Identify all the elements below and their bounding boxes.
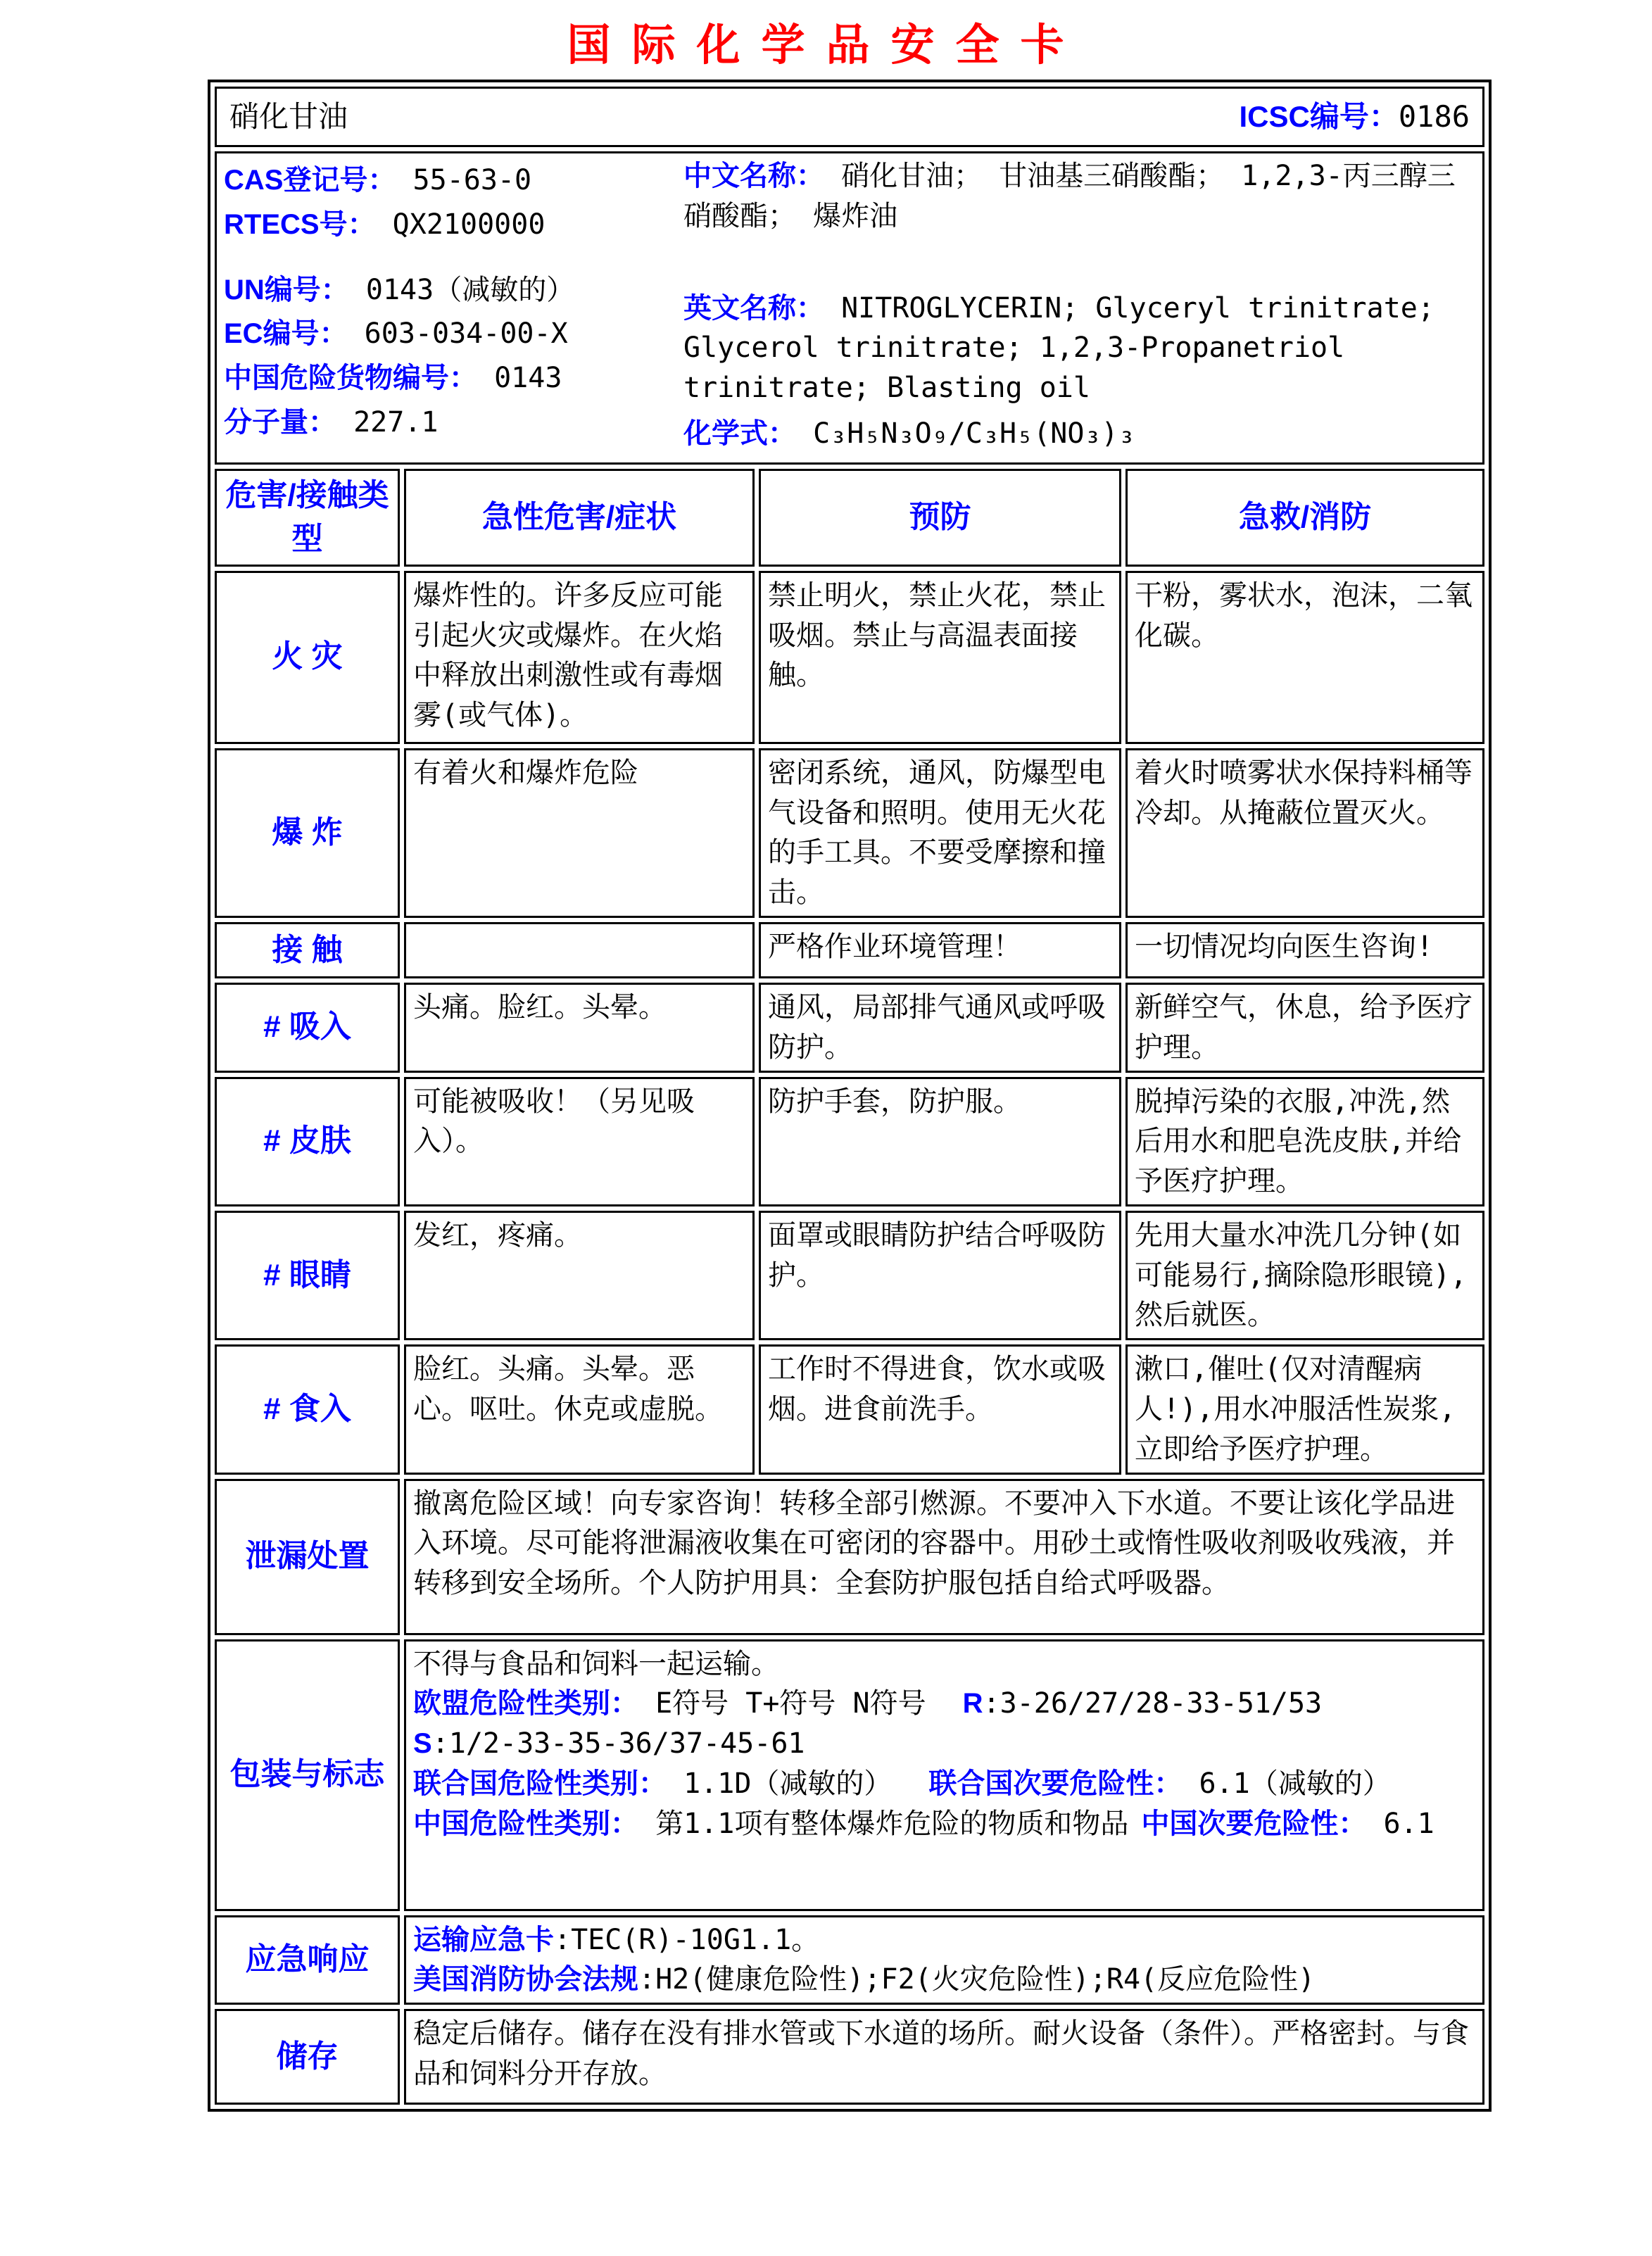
china-dg-number-value: 0143 xyxy=(494,362,562,395)
header-prevention-label: 预防 xyxy=(909,500,971,535)
chinese-name-line xyxy=(683,156,1475,237)
cas-number-value: 55-63-0 xyxy=(412,164,532,196)
fire-type-cell xyxy=(215,571,400,744)
spillage-text: 撤离危险区域！向专家咨询！转移全部引燃源。不要冲入下水道。不要让该化学品进入环境。尽可能将泄漏液收集在可密闭的容器中。用砂土或惰性吸收剂吸收残液，并转移到安全场所。个人防护用具：全套防护服包括自给式呼吸器。 xyxy=(413,1487,1455,1600)
ingestion-symptoms-cell xyxy=(404,1344,755,1474)
inhalation-prevention-text: 通风，局部排气通风或呼吸防护。 xyxy=(768,990,1106,1064)
contact-prevention-cell xyxy=(759,922,1121,978)
contact-firstaid-cell xyxy=(1125,922,1484,978)
contact-prevention-text: 严格作业环境管理！ xyxy=(768,930,1021,963)
un-subsidiary-risk-value: 6.1（减敏的） xyxy=(1199,1767,1391,1801)
eu-hazard-class-label: 欧盟危险性类别： xyxy=(413,1688,638,1720)
storage-text: 稳定后储存。储存在没有排水管或下水道的场所。耐火设备（条件）。严格密封。与食品和饲料分开存放。 xyxy=(413,2017,1469,2091)
row-packaging xyxy=(215,1639,1484,1911)
un-hazard-class-value: 1.1D（减敏的） xyxy=(683,1767,893,1801)
header-hazard-type xyxy=(215,469,400,567)
china-hazard-class-label: 中国危险性类别： xyxy=(413,1808,638,1839)
molecular-weight-value: 227.1 xyxy=(353,405,439,439)
icsc-card-table xyxy=(208,80,1492,2112)
china-dg-number-label: 中国危险货物编号： xyxy=(224,363,477,394)
china-subsidiary-risk-label: 中国次要危险性： xyxy=(1141,1808,1367,1839)
eu-hazard-class-value: E符号 T+符号 N符号 xyxy=(655,1687,926,1720)
header-prevention xyxy=(759,469,1121,567)
inhalation-prevention-cell xyxy=(759,983,1121,1073)
ec-number-line xyxy=(224,314,678,354)
packaging-type-label: 包装与标志 xyxy=(229,1757,385,1792)
row-emergency xyxy=(215,1915,1484,2005)
skin-firstaid-cell xyxy=(1125,1077,1484,1206)
rtecs-number-line xyxy=(224,205,678,245)
contact-firstaid-text: 一切情况均向医生咨询! xyxy=(1135,930,1434,963)
formula-value: C₃H₅N₃O₉/C₃H₅(NO₃)₃ xyxy=(813,417,1135,450)
eyes-type-label: # 眼睛 xyxy=(263,1257,351,1292)
china-hazard-class-value: 第1.1项有整体爆炸危险的物质和物品 xyxy=(655,1807,1129,1840)
icsc-number-label: ICSC编号： xyxy=(1239,100,1399,134)
fire-symptoms-text: 爆炸性的。许多反应可能引起火灾或爆炸。在火焰中释放出刺激性或有毒烟雾(或气体)。 xyxy=(413,579,723,732)
storage-text-cell xyxy=(404,2009,1484,2105)
un-number-label: UN编号： xyxy=(224,274,349,305)
explosion-symptoms-cell xyxy=(404,748,755,918)
packaging-eu-line xyxy=(413,1684,1475,1724)
header-symptoms xyxy=(404,469,755,567)
explosion-type-label: 爆 炸 xyxy=(272,815,343,850)
header-firstaid xyxy=(1125,469,1484,567)
identifiers-row xyxy=(215,151,1484,465)
china-dg-number-line xyxy=(224,358,678,398)
row-inhalation xyxy=(215,983,1484,1073)
row-eyes xyxy=(215,1211,1484,1340)
emergency-type-cell xyxy=(215,1915,400,2005)
row-fire xyxy=(215,571,1484,744)
contact-type-label: 接 触 xyxy=(272,932,343,967)
fire-type-label: 火 灾 xyxy=(272,639,343,674)
emergency-text-cell xyxy=(404,1915,1484,2005)
english-name-label: 英文名称： xyxy=(683,292,824,324)
packaging-un-line xyxy=(413,1764,1475,1804)
nfpa-code-value: :H2(健康危险性);F2(火灾危险性);R4(反应危险性) xyxy=(638,1963,1316,1996)
explosion-firstaid-cell xyxy=(1125,748,1484,918)
spillage-type-label: 泄漏处置 xyxy=(245,1539,370,1574)
fire-prevention-text: 禁止明火，禁止火花，禁止吸烟。禁止与高温表面接触。 xyxy=(768,579,1106,692)
header-hazard-type-label: 危害/接触类型 xyxy=(225,477,389,557)
explosion-symptoms-text: 有着火和爆炸危险 xyxy=(413,756,638,789)
formula-label: 化学式： xyxy=(683,417,796,449)
header-cell xyxy=(215,87,1484,147)
row-storage xyxy=(215,2009,1484,2105)
packaging-transport-note-text: 不得与食品和饲料一起运输。 xyxy=(413,1647,779,1680)
ingestion-type-cell xyxy=(215,1344,400,1474)
row-ingestion xyxy=(215,1344,1484,1474)
header-firstaid-label: 急救/消防 xyxy=(1238,500,1372,535)
formula-line xyxy=(683,414,1475,454)
s-phrases-label: S xyxy=(413,1728,432,1760)
packaging-type-cell xyxy=(215,1639,400,1911)
un-number-line xyxy=(224,270,678,310)
ingestion-prevention-text: 工作时不得进食，饮水或吸烟。进食前洗手。 xyxy=(768,1353,1106,1426)
explosion-type-cell xyxy=(215,748,400,918)
inhalation-type-label: # 吸入 xyxy=(263,1009,351,1045)
skin-prevention-cell xyxy=(759,1077,1121,1206)
skin-symptoms-cell xyxy=(404,1077,755,1206)
ingestion-prevention-cell xyxy=(759,1344,1121,1474)
nfpa-code-label: 美国消防协会法规 xyxy=(413,1964,638,1996)
packaging-s-line xyxy=(413,1724,1475,1764)
packaging-cn-line xyxy=(413,1804,1475,1844)
inhalation-firstaid-text: 新鲜空气，休息，给予医疗护理。 xyxy=(1135,990,1473,1064)
page-title: 国际化学品安全卡 xyxy=(567,21,1085,70)
explosion-prevention-cell xyxy=(759,748,1121,918)
r-phrases-label: R xyxy=(962,1688,983,1720)
emergency-tec-line xyxy=(413,1920,1475,1960)
inhalation-symptoms-text: 头痛。脸红。头晕。 xyxy=(413,990,667,1023)
cas-number-line xyxy=(224,160,678,201)
eyes-prevention-cell xyxy=(759,1211,1121,1340)
identifiers-cell xyxy=(215,151,1484,465)
header-symptoms-label: 急性危害/症状 xyxy=(481,500,677,535)
storage-type-label: 储存 xyxy=(276,2039,339,2074)
china-subsidiary-risk-value: 6.1 xyxy=(1383,1807,1435,1840)
molecular-weight-line xyxy=(224,403,678,443)
ingestion-type-label: # 食入 xyxy=(263,1392,351,1427)
english-name-line xyxy=(683,289,1475,408)
chinese-name-value: 硝化甘油； 甘油基三硝酸酯； 1,2,3-丙三醇三硝酸酯； 爆炸油 xyxy=(683,160,1456,232)
substance-name: 硝化甘油 xyxy=(229,99,348,134)
icsc-number-value: 0186 xyxy=(1398,99,1470,134)
inhalation-symptoms-cell xyxy=(404,983,755,1073)
row-contact xyxy=(215,922,1484,978)
storage-type-cell xyxy=(215,2009,400,2105)
eyes-symptoms-cell xyxy=(404,1211,755,1340)
eyes-firstaid-cell xyxy=(1125,1211,1484,1340)
skin-type-cell xyxy=(215,1077,400,1206)
row-explosion xyxy=(215,748,1484,918)
s-phrases-value: :1/2-33-35-36/37-45-61 xyxy=(431,1727,805,1760)
rtecs-number-value: QX2100000 xyxy=(392,208,546,241)
tec-card-label: 运输应急卡 xyxy=(413,1924,554,1955)
contact-type-cell xyxy=(215,922,400,978)
ingestion-firstaid-text: 漱口,催吐(仅对清醒病人!),用水冲服活性炭浆,立即给予医疗护理。 xyxy=(1135,1353,1456,1466)
emergency-type-label: 应急响应 xyxy=(245,1942,370,1977)
eyes-firstaid-text: 先用大量水冲洗几分钟(如可能易行,摘除隐形眼镜),然后就医。 xyxy=(1135,1218,1468,1332)
ingestion-firstaid-cell xyxy=(1125,1344,1484,1474)
spillage-text-cell xyxy=(404,1479,1484,1635)
row-spillage xyxy=(215,1479,1484,1635)
ingestion-symptoms-text: 脸红。头痛。头晕。恶心。呕吐。休克或虚脱。 xyxy=(413,1353,723,1426)
r-phrases-value: :3-26/27/28-33-51/53 xyxy=(983,1687,1323,1720)
explosion-prevention-text: 密闭系统，通风，防爆型电气设备和照明。使用无火花的手工具。不要受摩擦和撞击。 xyxy=(768,756,1106,909)
hazard-header-row xyxy=(215,469,1484,567)
packaging-text-cell xyxy=(404,1639,1484,1911)
identifier-list xyxy=(224,156,678,460)
fire-prevention-cell xyxy=(759,571,1121,744)
un-subsidiary-risk-label: 联合国次要危险性： xyxy=(928,1768,1183,1800)
english-name-value: NITROGLYCERIN; Glyceryl trinitrate; Glycerol trinitrate; 1,2,3-Propanetriol trinitrate; Blasting oil xyxy=(683,291,1435,405)
fire-firstaid-text: 干粉，雾状水，泡沫，二氧化碳。 xyxy=(1135,579,1473,652)
fire-symptoms-cell xyxy=(404,571,755,744)
emergency-nfpa-line xyxy=(413,1960,1475,2000)
skin-firstaid-text: 脱掉污染的衣服,冲洗,然后用水和肥皂洗皮肤,并给予医疗护理。 xyxy=(1135,1085,1462,1198)
skin-symptoms-text: 可能被吸收！（另见吸入）。 xyxy=(413,1085,695,1158)
names-block xyxy=(678,156,1475,460)
spillage-type-cell xyxy=(215,1479,400,1635)
skin-type-label: # 皮肤 xyxy=(263,1123,351,1159)
icsc-number-group xyxy=(1240,96,1470,138)
packaging-transport-note xyxy=(413,1644,1475,1684)
eyes-type-cell xyxy=(215,1211,400,1340)
cas-number-label: CAS登记号： xyxy=(224,165,396,196)
header-row xyxy=(215,87,1484,147)
eyes-symptoms-text: 发红，疼痛。 xyxy=(413,1218,582,1252)
ec-number-label: EC编号： xyxy=(224,318,348,350)
chinese-name-label: 中文名称： xyxy=(683,160,824,191)
contact-symptoms-cell xyxy=(404,922,755,978)
un-hazard-class-label: 联合国危险性类别： xyxy=(413,1768,667,1800)
row-skin xyxy=(215,1077,1484,1206)
ec-number-value: 603-034-00-X xyxy=(364,317,568,351)
molecular-weight-label: 分子量： xyxy=(224,406,336,438)
inhalation-type-cell xyxy=(215,983,400,1073)
tec-card-value: :TEC(R)-10G1.1。 xyxy=(554,1923,820,1956)
eyes-prevention-text: 面罩或眼睛防护结合呼吸防护。 xyxy=(768,1218,1106,1292)
inhalation-firstaid-cell xyxy=(1125,983,1484,1073)
un-number-value: 0143（减敏的） xyxy=(365,273,575,306)
skin-prevention-text: 防护手套，防护服。 xyxy=(768,1085,1021,1118)
rtecs-number-label: RTECS号： xyxy=(224,208,376,240)
fire-firstaid-cell xyxy=(1125,571,1484,744)
explosion-firstaid-text: 着火时喷雾状水保持料桶等冷却。从掩蔽位置灭火。 xyxy=(1135,756,1473,829)
